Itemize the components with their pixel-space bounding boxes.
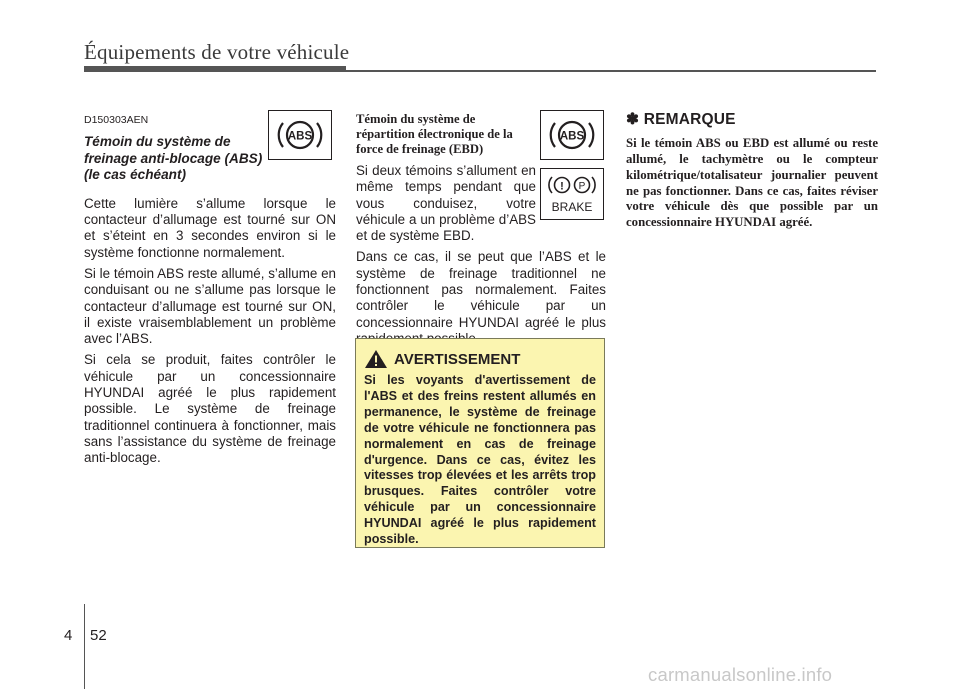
abs-heading-line2: freinage anti-blocage (ABS) [84,150,263,166]
abs-icon [547,115,597,155]
warning-triangle-icon [364,349,388,369]
note-title: ✽ REMARQUE [626,111,736,128]
note-text: Si le témoin ABS ou EBD est allumé ou reste allumé, le tachymètre ou le compteur kilométrique/totalisateur journalier peuvent ne pas fonctionner. Dans ce cas, faites réviser votre véhicule dès que possible par un concessionnaire HYUNDAI agréé. [626,136,878,230]
abs-heading-line1: Témoin du système de [84,134,231,150]
section-code: D150303AEN [84,114,149,126]
abs-icon-text: ABS [287,130,313,143]
brake-warning-icon [540,168,604,220]
abs-heading-line3: (le cas échéant) [84,167,186,183]
column-abs [84,112,336,472]
abs-paragraph-3: Si cela se produit, faites contrôler le véhicule par un concessionnaire HYUNDAI agréé le plus rapidement possible. Le système de freinage traditionnel continuera à fonctionner, mais sans l’assistance du système de freinage anti-blocage. [84,352,336,466]
header-rule-thin [346,70,876,72]
abs-icon-text: ABS [559,130,585,143]
header-rule-thick [84,66,346,72]
abs-warning-icon-2 [540,110,604,160]
abs-paragraph-2: Si le témoin ABS reste allumé, s’allume en conduisant ou ne s’allume pas lorsque le contacteur d’allumage est tourné sur ON, il existe vraisemblablement un problème avec l’ABS. [84,265,336,347]
abs-warning-icon [268,110,332,160]
brake-icon-parking: P [578,181,586,192]
column-note [626,112,878,231]
warning-text: Si les voyants d'avertissement de l'ABS et des freins restent allumés en permanence, le système de freinage de votre véhicule ne fonctionnera pas normalement en cas de freinage d'urgence. Dans ce cas, évitez les vitesses trop élevées et les arrêts trop brusques. Faites contrôler votre véhicule par un concessionnaire HYUNDAI agréé le plus rapidement possible. [364,373,596,547]
footer-divider [84,604,85,689]
brake-icon-exclamation: ! [560,180,564,193]
ebd-paragraph-2: Dans ce cas, il se peut que l’ABS et le système de freinage traditionnel ne fonctionnent pas normalement. Faites contrôler le véhicule par un concessionnaire HYUNDAI agréé le plus [356,249,606,330]
section-number: 4 [64,627,73,644]
abs-icon [275,115,325,155]
warning-box [355,338,605,548]
watermark: carmanualsonline.info [648,664,833,685]
warning-title: AVERTISSEMENT [394,350,521,368]
ebd-paragraph-1: Si deux témoins s’allument en même temps pendant que vous conduisez, votre véhicule a un problème d’ABS et de système EBD. [356,163,536,244]
ebd-heading: Témoin du système de répartition électronique de la force de freinage (EBD) [356,112,513,156]
brake-icon-text: BRAKE [551,200,593,214]
page-number: 52 [90,627,107,644]
brake-icon [544,171,600,217]
page-header-title: Équipements de votre véhicule [84,40,350,64]
abs-paragraph-1: Cette lumière s’allume lorsque le contacteur d’allumage est tourné sur ON et s’éteint en 3 secondes environ si le système fonctionne normalement. [84,195,336,260]
warning-header [364,349,596,369]
